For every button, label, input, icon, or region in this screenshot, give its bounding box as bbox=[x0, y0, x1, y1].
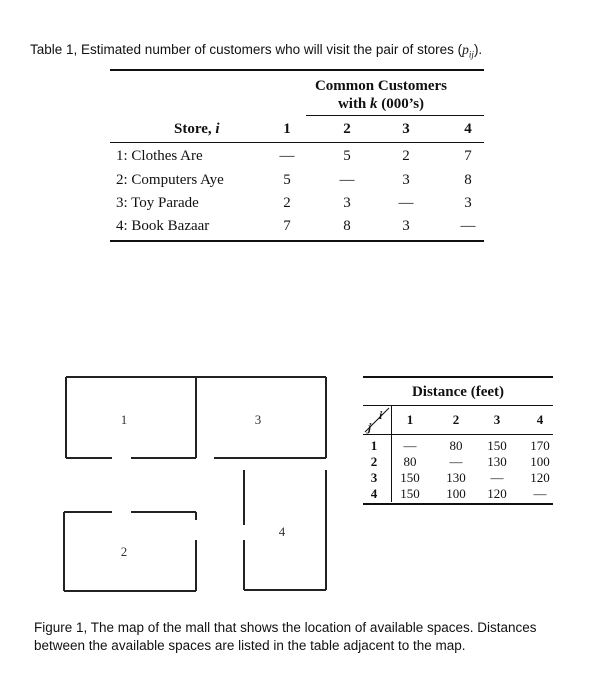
table1-row-label: 2: Computers Aye bbox=[116, 172, 224, 188]
table2-top-rule bbox=[363, 376, 553, 378]
table2-cell: — bbox=[490, 470, 504, 485]
table2-row-header: 2 bbox=[370, 454, 378, 469]
table2-cell: 100 bbox=[530, 454, 550, 469]
figure-caption: Figure 1, The map of the mall that shows the location of available spaces. Distances between the available spaces are listed in the table adjacent to the map. bbox=[34, 620, 537, 653]
table1-row-label: 4: Book Bazaar bbox=[116, 218, 210, 234]
table1-cell: 3 bbox=[402, 218, 410, 234]
space-label-4: 4 bbox=[278, 524, 286, 539]
table1-col-header: 4 bbox=[464, 121, 472, 137]
group-header-line2: with k (000’s) bbox=[337, 96, 425, 112]
table2-title: Distance (feet) bbox=[411, 384, 505, 400]
table2-cell: 130 bbox=[487, 454, 507, 469]
table1-caption-sub: ij bbox=[468, 49, 474, 60]
table2-col-header: 3 bbox=[493, 412, 501, 427]
group-header-line1: Common Customers bbox=[314, 78, 448, 94]
table1-cell: 8 bbox=[343, 218, 351, 234]
table2-cell: 150 bbox=[487, 438, 507, 453]
table1-col-header: 2 bbox=[343, 121, 351, 137]
table2-bottom-rule bbox=[363, 503, 553, 505]
table2-corner bbox=[363, 406, 391, 434]
table2-cell: 80 bbox=[403, 454, 417, 469]
table1-caption bbox=[30, 42, 482, 60]
table2-cell: 150 bbox=[400, 470, 420, 485]
table1-cell: 5 bbox=[343, 148, 351, 164]
table1-cell: 8 bbox=[464, 172, 472, 188]
table1-top-rule bbox=[110, 69, 484, 71]
table2-col-header: 4 bbox=[536, 412, 544, 427]
table2-cell: — bbox=[403, 438, 417, 453]
table1-cell: 3 bbox=[402, 172, 410, 188]
table2-cell: 120 bbox=[530, 470, 550, 485]
table1-cell: 3 bbox=[343, 195, 351, 211]
table2-row-header: 3 bbox=[370, 470, 378, 485]
table1-cell: — bbox=[398, 195, 414, 211]
corner-i-label: i bbox=[379, 408, 383, 422]
table2-cell: 80 bbox=[449, 438, 463, 453]
table2-cell: 170 bbox=[530, 438, 550, 453]
table2-row-header: 4 bbox=[370, 486, 378, 501]
table1-cell: 5 bbox=[283, 172, 291, 188]
table2-cell: 100 bbox=[446, 486, 466, 501]
mall-map bbox=[0, 360, 340, 600]
table2-header-rule bbox=[363, 434, 553, 435]
map-walls bbox=[64, 377, 326, 591]
table1-cell: 3 bbox=[464, 195, 472, 211]
table1-cell: 2 bbox=[283, 195, 291, 211]
table1-row-label: 3: Toy Parade bbox=[116, 195, 199, 211]
table1-cell: 7 bbox=[283, 218, 291, 234]
table1-caption-prefix: Table 1, Estimated number of customers who will visit the pair of stores ( bbox=[30, 42, 463, 57]
table2-cell: — bbox=[449, 454, 463, 469]
space-label-3: 3 bbox=[254, 412, 262, 427]
table2-cell: — bbox=[533, 486, 547, 501]
table2-cell: 120 bbox=[487, 486, 507, 501]
table1-cell: — bbox=[460, 218, 476, 234]
table1-cell: — bbox=[279, 148, 295, 164]
table1-group-header bbox=[306, 77, 456, 113]
table1-row-label: 1: Clothes Are bbox=[116, 148, 203, 164]
table1-cell: 2 bbox=[402, 148, 410, 164]
table1-group-rule bbox=[306, 115, 484, 116]
table1-row-header: Store, i bbox=[174, 121, 220, 137]
table2-col-header: 1 bbox=[406, 412, 414, 427]
table2-cell: 130 bbox=[446, 470, 466, 485]
table1-cell: 7 bbox=[464, 148, 472, 164]
space-label-1: 1 bbox=[120, 412, 128, 427]
table2-cell: 150 bbox=[400, 486, 420, 501]
space-label-2: 2 bbox=[120, 544, 128, 559]
table1-cell: — bbox=[339, 172, 355, 188]
table1-caption-var: p bbox=[462, 42, 469, 57]
table1-bottom-rule bbox=[110, 240, 484, 242]
table1-header-rule bbox=[110, 142, 484, 143]
corner-j-label: j bbox=[368, 420, 372, 434]
table1-col-header: 3 bbox=[402, 121, 410, 137]
table2-col-header: 2 bbox=[452, 412, 460, 427]
table1-col-header: 1 bbox=[283, 121, 291, 137]
table1-caption-suffix: ). bbox=[473, 42, 483, 57]
table2-row-header: 1 bbox=[370, 438, 378, 453]
